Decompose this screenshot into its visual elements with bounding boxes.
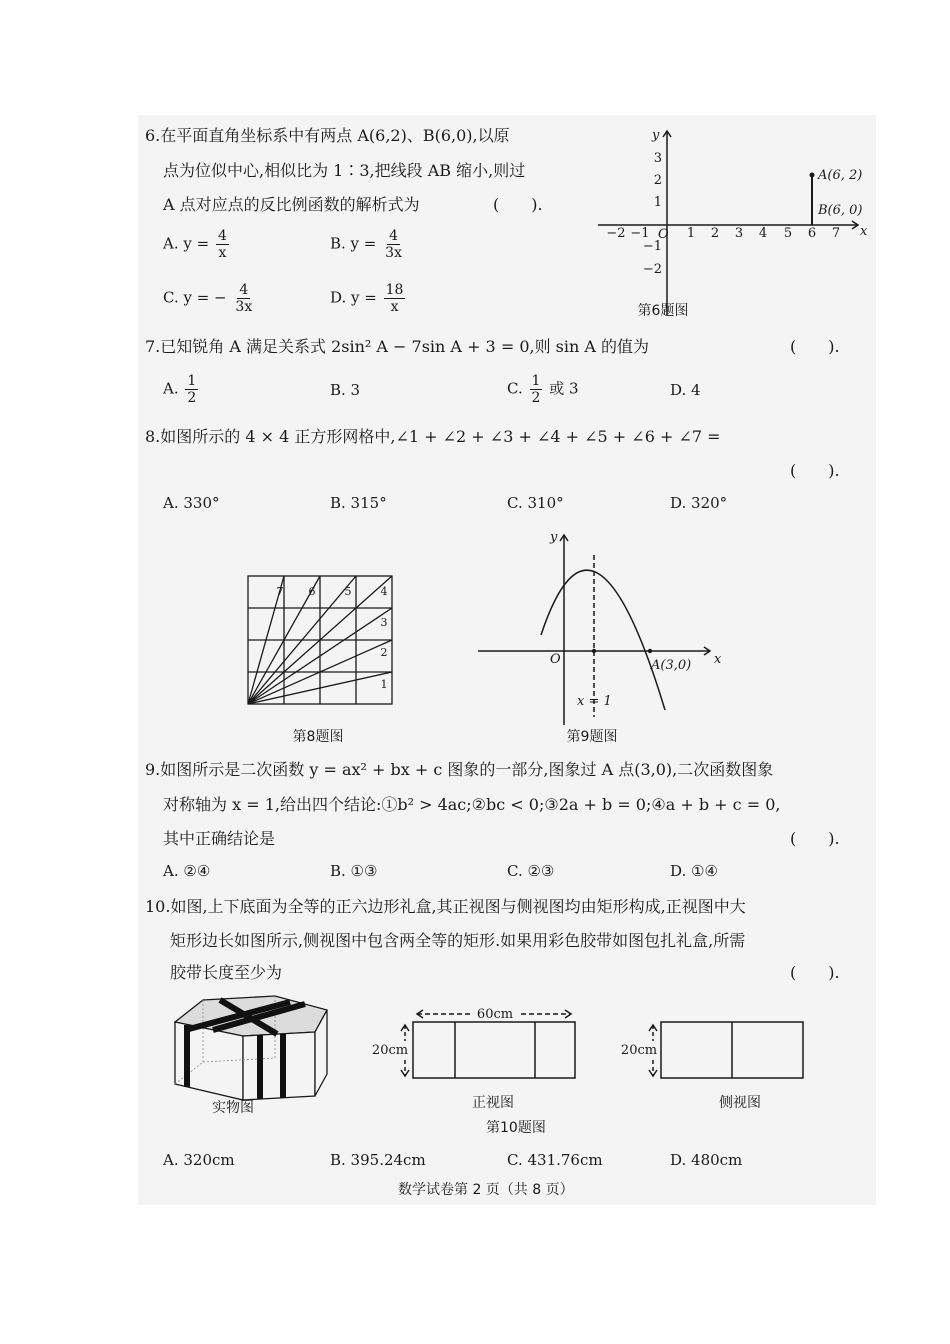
x-tick-label: 5 [783,226,793,241]
q6-answer-paren: ( ). [493,195,543,214]
fig10-real-caption: 实物图 [212,1100,254,1116]
q10-option-c: C. 431.76cm [507,1151,603,1169]
q6-coordinate-figure [590,125,880,325]
q6-line3: A 点对应点的反比例函数的解析式为 [163,195,420,214]
q10-side-view-figure [615,1005,815,1115]
origin-label: O [658,227,669,242]
q6-line2: 点为位似中心,相似比为 1∶3,把线段 AB 缩小,则过 [163,161,526,180]
q9-option-d: D. ①④ [670,862,718,880]
q9-answer-paren: ( ). [790,829,840,848]
q6-option-b: B. y = $\frac{4}{3x}$ [330,228,402,261]
q7-text: 7.已知锐角 A 满足关系式 2sin² A − 7sin A + 3 = 0,则 sin A 的值为 [145,337,650,356]
x-tick-label: 4 [758,226,768,241]
angle-label-4: 4 [380,585,388,598]
x-tick-label: −1 [630,226,650,241]
y-axis-label: y [550,530,558,545]
q6-option-a: A. y = $\frac{4}{x}$ [163,228,227,261]
x-tick-label: 2 [710,226,720,241]
q9-parabola-figure [470,525,730,750]
x-tick-label: 6 [807,226,817,241]
q9-option-a: A. ②④ [163,862,211,880]
fig8-caption: 第8题图 [292,729,344,745]
x-tick-label: 1 [686,226,696,241]
q6-option-c: C. y = − $\frac{4}{3x}$ [163,282,253,315]
q10-line2: 矩形边长如图所示,侧视图中包含两全等的矩形.如果用彩色胶带如图包扎礼盒,所需 [170,931,746,950]
angle-label-2: 2 [380,646,388,659]
side-height-label: 20cm [620,1043,658,1058]
x-axis-label: x [714,652,722,667]
q7-option-d: D. 4 [670,381,701,399]
y-tick-label: −1 [642,239,662,254]
q6-line1: 6.在平面直角坐标系中有两点 A(6,2)、B(6,0),以原 [145,126,510,145]
point-b-label: B(6, 0) [818,203,863,218]
front-view-outer-rect [413,1022,575,1078]
y-tick-label: 1 [653,195,662,210]
q7-option-a: A. $\frac{1}{2}$ [163,373,197,406]
q8-option-b: B. 315° [330,494,387,512]
q8-answer-paren: ( ). [790,461,840,480]
q8-text: 8.如图所示的 4 × 4 正方形网格中,∠1 + ∠2 + ∠3 + ∠4 + ∠5 + ∠6 + ∠7 = [145,427,721,446]
y-axis-label: y [652,128,660,143]
point-a-label: A(6, 2) [818,168,863,183]
y-tick-label: 3 [653,151,662,166]
q7-option-c: C. $\frac{1}{2}$ 或 3 [507,373,579,406]
angle-label-6: 6 [308,585,316,598]
q10-front-view-figure [365,1005,585,1115]
q9-line2: 对称轴为 x = 1,给出四个结论:①b² > 4ac;②bc < 0;③2a + b = 0;④a + b + c = 0, [163,795,781,814]
q10-answer-paren: ( ). [790,963,840,982]
point-a-dot [810,173,815,178]
x-tick-label: −2 [606,226,626,241]
angle-label-5: 5 [344,585,352,598]
q6-option-d: D. y = $\frac{18}{x}$ [330,282,404,315]
q7-option-b: B. 3 [330,381,361,399]
symmetry-axis-label: x = 1 [577,694,612,709]
x-axis-label: x [860,224,868,239]
q10-gift-box-figure [165,992,340,1114]
q9-line3: 其中正确结论是 [163,829,276,848]
parabola-curve [541,570,665,710]
q10-option-d: D. 480cm [670,1151,743,1169]
y-tick-label: −2 [642,262,662,277]
fig6-caption: 第6题图 [637,303,689,319]
fig10-front-caption: 正视图 [472,1095,514,1111]
x-tick-label: 3 [734,226,744,241]
angle-label-7: 7 [276,585,284,598]
fig10-caption: 第10题图 [486,1120,546,1136]
point-a-label: A(3,0) [651,658,692,673]
q10-option-b: B. 395.24cm [330,1151,426,1169]
q10-line1: 10.如图,上下底面为全等的正六边形礼盒,其正视图与侧视图均由矩形构成,正视图中大 [145,897,746,916]
origin-label: O [550,652,561,667]
page-footer: 数学试卷第 2 页（共 8 页） [398,1182,574,1198]
q10-option-a: A. 320cm [163,1151,235,1169]
x-tick-label: 7 [831,226,841,241]
angle-label-3: 3 [380,616,388,629]
angle-label-1: 1 [380,678,388,691]
q9-line1: 9.如图所示是二次函数 y = ax² + bx + c 图象的一部分,图象过 A 点(3,0),二次函数图象 [145,760,774,779]
q8-option-a: A. 330° [163,494,220,512]
q10-line3: 胶带长度至少为 [170,963,283,982]
q9-option-b: B. ①③ [330,862,378,880]
y-tick-label: 2 [653,173,662,188]
q7-answer-paren: ( ). [790,337,840,356]
q8-option-d: D. 320° [670,494,728,512]
front-width-label: 60cm [476,1007,514,1022]
q8-grid-figure [240,570,410,750]
fig9-caption: 第9题图 [566,729,618,745]
q9-option-c: C. ②③ [507,862,555,880]
q8-option-c: C. 310° [507,494,564,512]
fig10-side-caption: 侧视图 [719,1095,761,1111]
front-height-label: 20cm [371,1043,409,1058]
